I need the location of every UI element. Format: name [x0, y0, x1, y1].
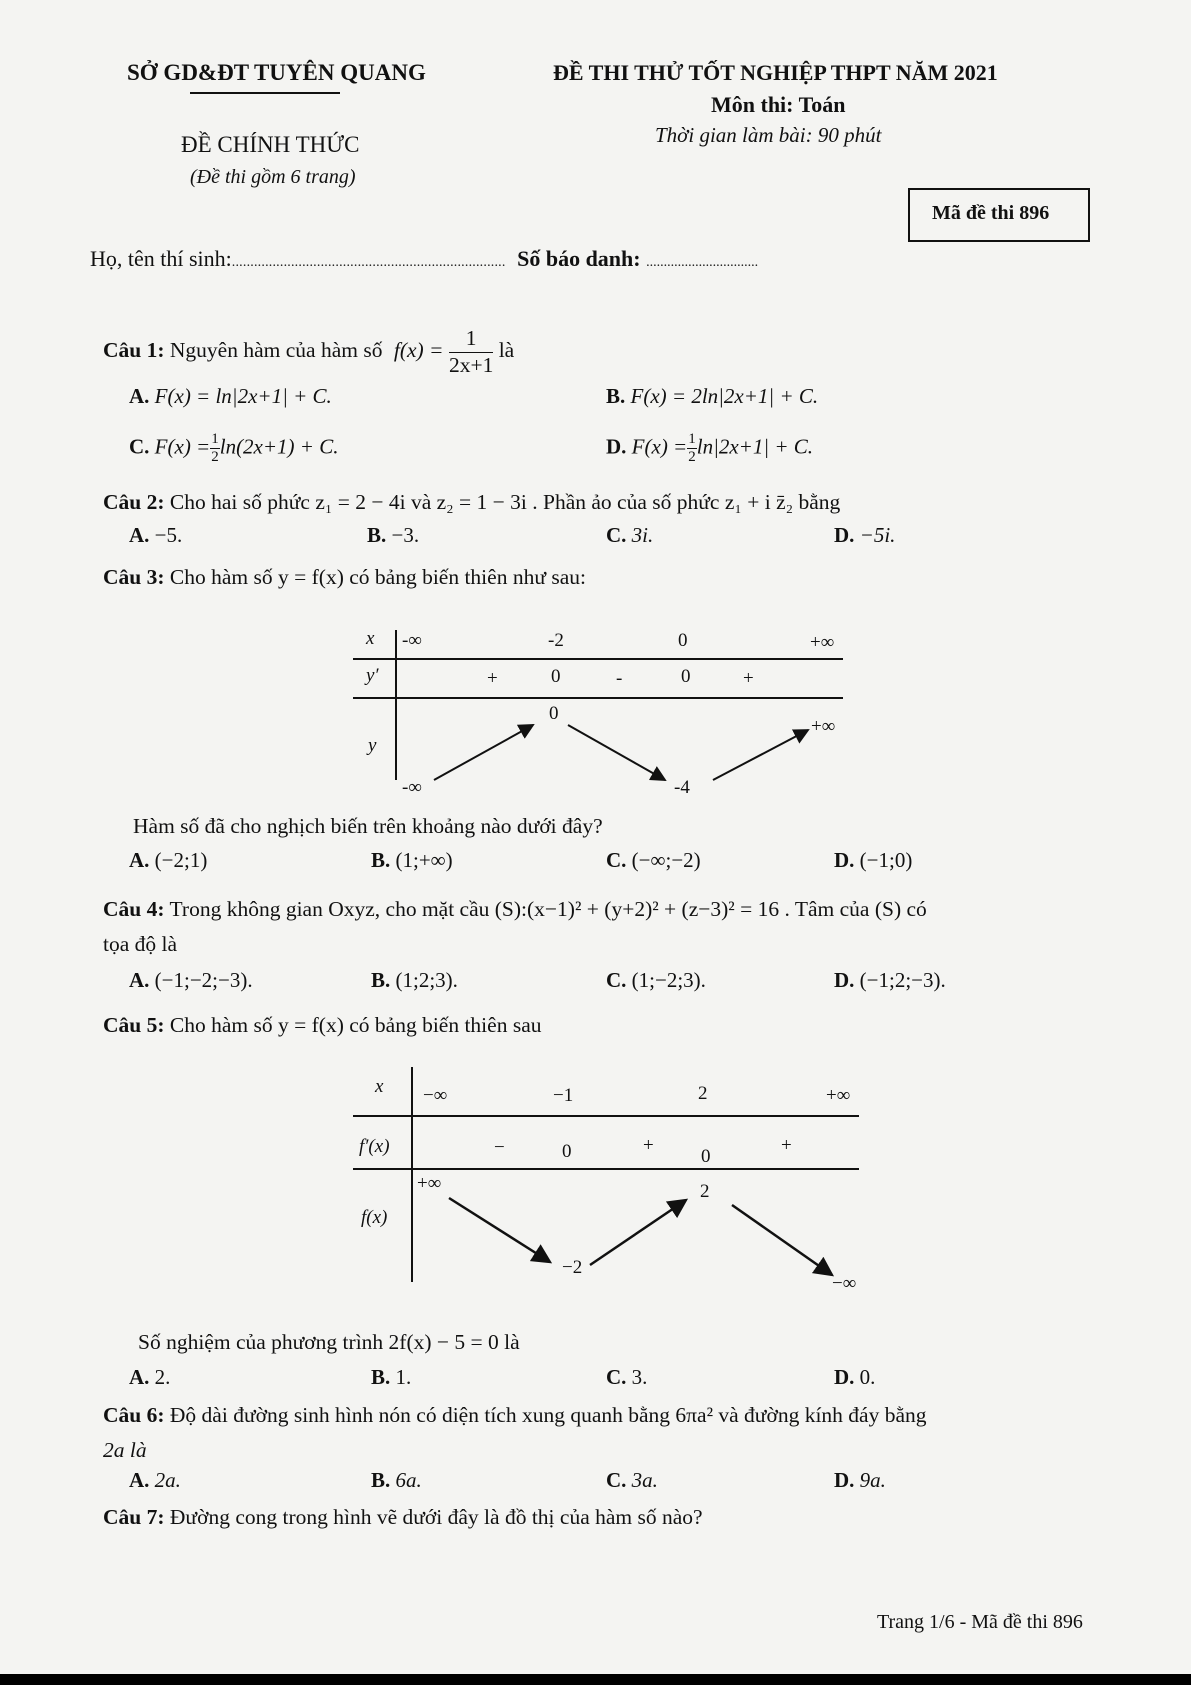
q5-question: Số nghiệm của phương trình 2f(x) − 5 = 0 là [138, 1330, 520, 1354]
table-x-value: −∞ [423, 1085, 448, 1106]
table-sign: 0 [681, 666, 691, 687]
option-label: A. [129, 1468, 150, 1492]
option-label: A. [129, 848, 150, 872]
option-label: B. [367, 523, 387, 547]
q5-text: Cho hàm số y = f(x) có bảng biến thiên sau [169, 1013, 542, 1037]
q7-text: Đường cong trong hình vẽ dưới đây là đồ thị của hàm số nào? [169, 1505, 703, 1529]
table-sign: + [781, 1135, 792, 1156]
option-text: F(x) = [631, 434, 688, 459]
q3-text: Cho hàm số y = f(x) có bảng biến thiên như sau: [169, 565, 586, 589]
department-name: SỞ GD&ĐT TUYÊN QUANG [127, 60, 426, 85]
option-label: C. [606, 968, 627, 992]
q1-suffix: là [498, 337, 515, 362]
table-sign: − [494, 1137, 505, 1158]
option-label: D. [834, 968, 855, 992]
option-text: (−1;−2;−3). [154, 968, 253, 992]
q5-option-b[interactable] [371, 1365, 411, 1390]
official-label: ĐỀ CHÍNH THỨC [181, 132, 360, 157]
option-text: 2a. [154, 1468, 181, 1492]
numerator: 1 [211, 431, 219, 447]
table-f-label: f(x) [361, 1207, 388, 1228]
page-footer: Trang 1/6 - Mã đề thi 896 [877, 1611, 1083, 1633]
q6-text: Độ dài đường sinh hình nón có diện tích xung quanh bằng 6πa² và đường kính đáy bằng [169, 1403, 927, 1427]
option-label: A. [129, 384, 150, 408]
candidate-id-field[interactable]: ................................ [646, 255, 759, 270]
table-sign: 0 [701, 1146, 711, 1167]
option-text: (1;−2;3). [631, 968, 706, 992]
table-sign: + [487, 668, 498, 689]
q4-label: Câu 4: [103, 897, 165, 921]
option-label: B. [606, 384, 626, 408]
decrease-arrow [449, 1198, 550, 1262]
table-y-value: 0 [549, 703, 559, 724]
q1-label: Câu 1: [103, 337, 165, 362]
option-text: 3i. [631, 523, 654, 547]
q6-option-c[interactable] [606, 1468, 658, 1493]
option-text: 6a. [395, 1468, 422, 1492]
option-text: 2. [154, 1365, 171, 1389]
option-label: C. [606, 1365, 627, 1389]
option-text: ln|2x+1| + C. [696, 434, 814, 459]
q6-option-a[interactable] [129, 1468, 181, 1493]
option-text: F(x) = [154, 434, 211, 459]
table-y-value: +∞ [811, 716, 836, 737]
q5-option-a[interactable] [129, 1365, 170, 1390]
q2-label: Câu 2: [103, 490, 165, 514]
option-text: F(x) = 2ln|2x+1| + C. [630, 384, 819, 408]
table-sign: + [743, 668, 754, 689]
option-text: (−∞;−2) [631, 848, 701, 872]
option-label: A. [129, 968, 150, 992]
q5-label: Câu 5: [103, 1013, 165, 1037]
option-text: −5. [154, 523, 183, 547]
pages-note: (Đề thi gồm 6 trang) [190, 166, 356, 188]
question-7 [103, 1505, 703, 1530]
q2-text: Cho hai số phức z₁ = 2 − 4i và z₂ = 1 − 3i . Phần ảo của số phức z₁ + i z̄₂ bằng [169, 490, 841, 514]
table-f-value: −∞ [832, 1273, 857, 1294]
table-sign: 0 [551, 666, 561, 687]
table-yp-label: y′ [366, 665, 379, 686]
table-f-value: +∞ [417, 1173, 442, 1194]
table-x-value: −1 [553, 1085, 574, 1106]
option-label: C. [129, 434, 150, 459]
option-text: (−2;1) [154, 848, 208, 872]
table-x-label: x [375, 1076, 384, 1097]
increase-arrow [590, 1200, 686, 1265]
exam-title: ĐỀ THI THỬ TỐT NGHIỆP THPT NĂM 2021 [553, 60, 998, 85]
option-text: F(x) = ln|2x+1| + C. [154, 384, 332, 408]
candidate-label: Họ, tên thí sinh: [90, 246, 232, 271]
scan-bottom-edge [0, 1674, 1191, 1685]
candidate-id-label: Số báo danh: [517, 246, 641, 271]
q6-label: Câu 6: [103, 1403, 165, 1427]
option-text: 9a. [859, 1468, 886, 1492]
table-y-value: -∞ [402, 777, 422, 798]
table-x-value: -2 [548, 630, 564, 651]
option-label: D. [834, 1365, 855, 1389]
table-sign: 0 [562, 1141, 572, 1162]
q5-option-d[interactable] [834, 1365, 875, 1390]
table-y-label: y [368, 735, 377, 756]
option-text: 3a. [631, 1468, 658, 1492]
table-f-value: −2 [562, 1257, 583, 1278]
table-x-value: 0 [678, 630, 688, 651]
table-x-value: -∞ [402, 630, 422, 651]
table-x-value: +∞ [810, 632, 835, 653]
table-y-value: -4 [674, 777, 690, 798]
q4-text: Trong không gian Oxyz, cho mặt cầu (S):(x−1)² + (y+2)² + (z−3)² = 16 . Tâm của (S) có [169, 897, 927, 921]
option-label: C. [606, 523, 627, 547]
option-text: (1;2;3). [395, 968, 458, 992]
exam-code: Mã đề thi 896 [932, 202, 1050, 224]
table-fp-label: f′(x) [359, 1136, 390, 1157]
table-x-value: +∞ [826, 1085, 851, 1106]
option-text: 1. [395, 1365, 412, 1389]
table-x-value: 2 [698, 1083, 708, 1104]
option-label: D. [834, 523, 855, 547]
option-text: ln(2x+1) + C. [219, 434, 339, 459]
decrease-arrow [732, 1205, 832, 1275]
exam-subject: Môn thi: Toán [711, 92, 846, 117]
q1-numerator: 1 [449, 328, 493, 353]
option-label: A. [129, 1365, 150, 1389]
option-text: (−1;2;−3). [859, 968, 946, 992]
option-text: 3. [631, 1365, 648, 1389]
q3-label: Câu 3: [103, 565, 165, 589]
table-sign: + [643, 1135, 654, 1156]
option-label: C. [606, 848, 627, 872]
q6-text-continued: 2a là [103, 1438, 147, 1462]
q7-label: Câu 7: [103, 1505, 165, 1529]
option-label: B. [371, 1468, 391, 1492]
option-label: B. [371, 1365, 391, 1389]
option-text: 0. [859, 1365, 876, 1389]
candidate-name-field[interactable]: .......................................................................... [231, 255, 506, 270]
q1-denominator: 2x+1 [448, 352, 494, 377]
option-text: −5i. [859, 523, 896, 547]
q3-question: Hàm số đã cho nghịch biến trên khoảng nào dưới đây? [133, 814, 603, 838]
option-label: C. [606, 1468, 627, 1492]
table-f-value: 2 [700, 1181, 710, 1202]
option-label: A. [129, 523, 150, 547]
q1-func: f(x) = [393, 337, 444, 362]
q1-text: Nguyên hàm của hàm số [169, 337, 383, 362]
exam-time: Thời gian làm bài: 90 phút [655, 123, 882, 147]
option-label: B. [371, 848, 391, 872]
option-text: −3. [391, 523, 420, 547]
option-text: (−1;0) [859, 848, 913, 872]
numerator: 1 [688, 431, 696, 447]
table-x-label: x [366, 628, 375, 649]
question-6 [103, 1403, 927, 1428]
table-sign: - [616, 668, 623, 689]
option-label: D. [834, 1468, 855, 1492]
denominator: 2 [688, 449, 696, 465]
q6-option-d[interactable] [834, 1468, 886, 1493]
q4-text-continued: tọa độ là [103, 932, 178, 956]
option-text: (1;+∞) [395, 848, 453, 872]
option-label: B. [371, 968, 391, 992]
q5-option-c[interactable] [606, 1365, 647, 1390]
option-label: D. [606, 434, 627, 459]
option-label: D. [834, 848, 855, 872]
denominator: 2 [211, 449, 219, 465]
q6-option-b[interactable] [371, 1468, 422, 1493]
